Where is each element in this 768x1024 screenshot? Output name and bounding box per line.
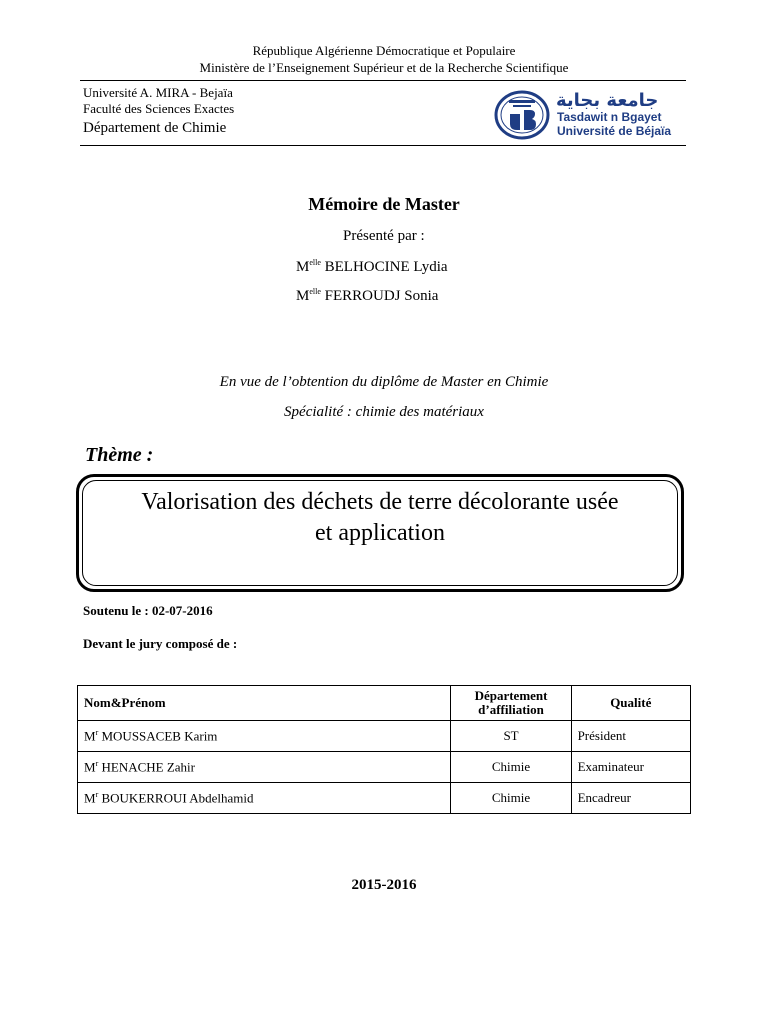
header-department-line-2: d’affiliation (478, 702, 544, 717)
faculty-name: Faculté des Sciences Exactes (83, 101, 235, 116)
logo-arabic-text: جامعة بجاية (556, 90, 659, 111)
header-name: Nom&Prénom (78, 686, 451, 721)
logo-french-text: Université de Béjaïa (557, 124, 672, 138)
jury-member-title-sup: r (95, 727, 99, 737)
jury-table (77, 685, 691, 814)
student-2-title-sup: elle (309, 287, 321, 296)
defense-date: Soutenu le : 02-07-2016 (83, 603, 213, 618)
jury-table-header (78, 686, 691, 721)
jury-member-title-sup: r (95, 758, 99, 768)
presented-by: Présenté par : (343, 228, 425, 244)
student-2 (296, 287, 438, 305)
student-1-title-sup: elle (309, 258, 321, 267)
jury-intro: Devant le jury composé de : (83, 636, 238, 651)
header-bottom-rule (80, 145, 686, 146)
jury-member-quality: Président (571, 721, 690, 752)
jury-member-fullname: HENACHE Zahir (101, 759, 195, 775)
student-2-name: FERROUDJ Sonia (324, 288, 439, 304)
jury-member-department: Chimie (451, 783, 571, 814)
jury-member-department: Chimie (451, 752, 571, 783)
student-1 (296, 258, 448, 276)
header-department-line-1: Département (474, 688, 548, 703)
theme-title-line-2: et application (315, 520, 445, 546)
university-emblem-icon (494, 90, 550, 140)
jury-member-title: M (84, 790, 96, 806)
student-1-name: BELHOCINE Lydia (324, 259, 448, 275)
jury-member-quality: Encadreur (571, 783, 690, 814)
jury-member-name (78, 721, 451, 752)
table-row (78, 783, 691, 814)
jury-member-title-sup: r (95, 789, 99, 799)
academic-year: 2015-2016 (351, 877, 417, 893)
jury-member-name (78, 783, 451, 814)
student-2-title: M (296, 288, 310, 304)
jury-member-fullname: MOUSSACEB Karim (101, 728, 218, 744)
specialty-line: Spécialité : chimie des matériaux (284, 404, 484, 420)
theme-label: Thème : (85, 444, 154, 466)
theme-title (79, 487, 681, 549)
header-department (451, 686, 571, 721)
university-logo (494, 90, 690, 140)
logo-kabyle-text: Tasdawit n Bgayet (557, 110, 662, 124)
table-row (78, 752, 691, 783)
jury-member-fullname: BOUKERROUI Abdelhamid (101, 790, 254, 806)
theme-box (76, 474, 684, 592)
jury-member-quality: Examinateur (571, 752, 690, 783)
jury-member-title: M (84, 759, 96, 775)
table-row (78, 721, 691, 752)
jury-member-name (78, 752, 451, 783)
ministry-heading: Ministère de l’Enseignement Supérieur et de la Recherche Scientifique (199, 60, 569, 75)
republic-heading: République Algérienne Démocratique et Populaire (252, 43, 516, 58)
theme-title-line-1: Valorisation des déchets de terre décolorante usée (141, 489, 619, 515)
department-name: Département de Chimie (83, 120, 227, 136)
diploma-line: En vue de l’obtention du diplôme de Master en Chimie (219, 374, 549, 390)
university-name: Université A. MIRA - Bejaïa (83, 85, 233, 100)
header-top-rule (80, 80, 686, 81)
header-quality: Qualité (571, 686, 690, 721)
document-type: Mémoire de Master (308, 194, 460, 214)
jury-member-department: ST (451, 721, 571, 752)
jury-member-title: M (84, 728, 96, 744)
student-1-title: M (296, 259, 310, 275)
